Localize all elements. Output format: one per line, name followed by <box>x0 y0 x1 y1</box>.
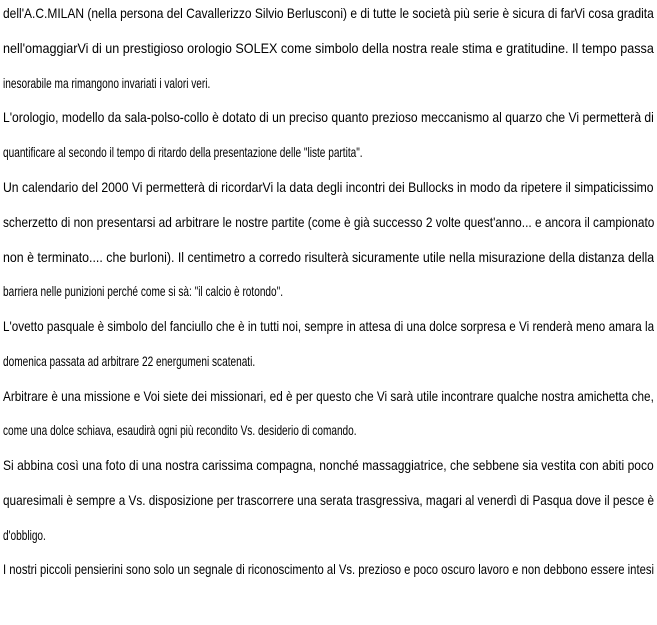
text-line-content: Arbitrare è una missione e Voi siete dei missionari, ed è per questo che Vi sarà utile incontrare qualche nostra amichetta che, <box>3 388 654 404</box>
text-line-content: nell'omaggiarVi di un prestigioso orologio SOLEX come simbolo della nostra reale stima e gratitudine. Il tempo passa <box>3 40 654 56</box>
text-line <box>3 524 654 546</box>
text-line-content: inesorabile ma rimangono invariati i valori veri. <box>3 75 211 91</box>
text-line <box>3 2 654 24</box>
text-line <box>3 558 654 580</box>
text-line <box>3 489 654 511</box>
text-line-content: come una dolce schiava, esaudirà ogni più recondito Vs. desiderio di comando. <box>3 422 357 438</box>
text-line-content: d'obbligo. <box>3 527 46 543</box>
text-line <box>3 315 654 337</box>
text-line-content: dell'A.C.MILAN (nella persona del Cavallerizzo Silvio Berlusconi) e di tutte le società più serie è sicura di farVi cosa gradita <box>3 5 654 21</box>
text-line <box>3 141 654 163</box>
text-line <box>3 419 654 441</box>
text-line <box>3 106 654 128</box>
text-line-content: L'orologio, modello da sala-polso-collo è dotato di un preciso quanto prezioso meccanismo al quarzo che Vi permetterà di <box>3 109 654 125</box>
text-line-content: quaresimali è sempre a Vs. disposizione per trascorrere una serata trasgressiva, magari al venerdì di Pasqua dove il pesce è <box>3 492 654 508</box>
text-line-content: L'ovetto pasquale è simbolo del fanciullo che è in tutti noi, sempre in attesa di una dolce sorpresa e Vi renderà meno amara la <box>3 318 654 334</box>
text-line <box>3 72 654 94</box>
text-line <box>3 246 654 268</box>
text-line <box>3 176 654 198</box>
text-line-content: Un calendario del 2000 Vi permetterà di ricordarVi la data degli incontri dei Bullocks in modo da ripetere il simpaticissimo <box>3 179 654 195</box>
text-line-content: I nostri piccoli pensierini sono solo un segnale di riconoscimento al Vs. prezioso e poco oscuro lavoro e non debbono essere intesi <box>3 561 654 577</box>
text-line <box>3 385 654 407</box>
text-line-content: non è terminato.... che burloni). Il centimetro a corredo risulterà sicuramente utile nella misurazione della distanza della <box>3 249 654 265</box>
text-line <box>3 454 654 476</box>
text-line-content: barriera nelle punizioni perché come si sà: "il calcio è rotondo". <box>3 283 284 299</box>
text-line-content: scherzetto di non presentarsi ad arbitrare le nostre partite (come è già successo 2 volte quest'anno... e ancora il campionato <box>3 214 654 230</box>
text-line-content: Si abbina così una foto di una nostra carissima compagna, nonché massaggiatrice, che sebbene sia vestita con abiti poco <box>3 457 654 473</box>
text-line <box>3 211 654 233</box>
text-line <box>3 350 654 372</box>
text-line <box>3 37 654 59</box>
text-line <box>3 280 654 302</box>
text-line-content: quantificare al secondo il tempo di ritardo della presentazione delle "liste partita". <box>3 144 363 160</box>
text-line-content: domenica passata ad arbitrare 22 energumeni scatenati. <box>3 353 256 369</box>
